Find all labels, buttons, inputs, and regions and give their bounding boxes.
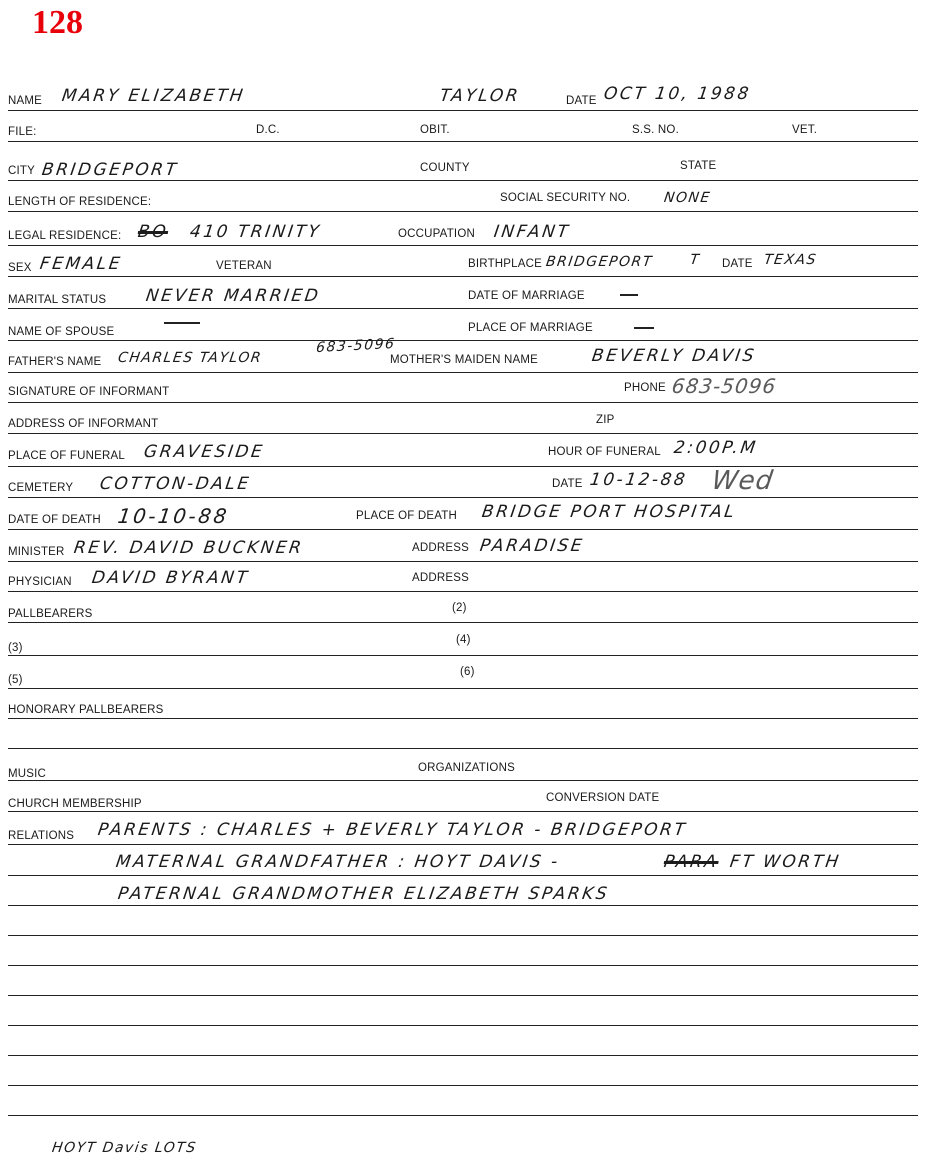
- pallbearer-2-label: (2): [452, 602, 467, 614]
- legal-residence-struck: BO: [136, 222, 170, 242]
- rule-physician: [8, 591, 918, 592]
- relations-line-1: PARENTS : CHARLES + BEVERLY TAYLOR - BRIDGEPORT: [96, 820, 689, 840]
- name-of-spouse-label: NAME OF SPOUSE: [8, 326, 115, 338]
- name-first-entry: MARY ELIZABETH: [60, 86, 247, 106]
- date-of-death-entry: 10-10-88: [116, 504, 231, 528]
- signature-of-informant-label: SIGNATURE OF INFORMANT: [8, 386, 170, 398]
- place-of-death-label: PLACE OF DEATH: [356, 510, 457, 522]
- rule-length: [8, 211, 918, 212]
- birthplace-entry: BRIDGEPORT: [544, 254, 654, 270]
- legal-residence-label: LEGAL RESIDENCE:: [8, 230, 122, 242]
- pallbearer-4-label: (4): [456, 634, 471, 646]
- county-label: COUNTY: [420, 162, 470, 174]
- phone-label: PHONE: [624, 382, 666, 394]
- address-of-informant-label: ADDRESS OF INFORMANT: [8, 418, 159, 430]
- fathers-name-entry: CHARLES TAYLOR: [116, 350, 264, 366]
- social-security-entry: NONE: [662, 190, 712, 206]
- sex-entry: FEMALE: [38, 254, 124, 274]
- relations-line-3: PATERNAL GRANDMOTHER ELIZABETH SPARKS: [116, 884, 611, 904]
- funeral-date-label: DATE: [552, 478, 583, 490]
- organizations-label: ORGANIZATIONS: [418, 762, 515, 774]
- pallbearer-5-label: (5): [8, 674, 23, 686]
- social-security-label: SOCIAL SECURITY NO.: [500, 192, 631, 204]
- rule-pallbearers-3: [8, 688, 918, 689]
- rule-city: [8, 180, 918, 181]
- physician-label: PHYSICIAN: [8, 576, 72, 588]
- rule-signature: [8, 402, 918, 403]
- place-of-funeral-entry: GRAVESIDE: [142, 442, 266, 462]
- city-label: CITY: [8, 165, 35, 177]
- cemetery-entry: COTTON-DALE: [98, 474, 253, 494]
- legal-residence-entry: 410 TRINITY: [188, 222, 323, 242]
- pallbearer-3-label: (3): [8, 642, 23, 654]
- state-label: STATE: [680, 160, 717, 172]
- minister-entry: REV. DAVID BUCKNER: [72, 538, 305, 558]
- pallbearers-label: PALLBEARERS: [8, 608, 93, 620]
- rule-spouse: [8, 340, 918, 341]
- date-of-marriage-dash: [620, 294, 638, 296]
- rule-blank-4: [8, 1025, 918, 1026]
- dc-label: D.C.: [256, 124, 280, 136]
- rule-name: [8, 110, 918, 111]
- name-label: NAME: [8, 95, 43, 107]
- file-label: FILE:: [8, 126, 37, 138]
- rule-death: [8, 529, 918, 530]
- rule-relations-2: [8, 875, 918, 876]
- birthplace-mark: T: [688, 252, 702, 268]
- rule-pallbearers: [8, 622, 918, 623]
- birthplace-label: BIRTHPLACE: [468, 258, 543, 270]
- mothers-maiden-name-entry: BEVERLY DAVIS: [590, 346, 758, 366]
- rule-funeral: [8, 466, 918, 467]
- relations-line-2-struck: PARA: [662, 852, 720, 872]
- length-of-residence-label: LENGTH OF RESIDENCE:: [8, 196, 152, 208]
- relations-line-2-tail: FT WORTH: [728, 852, 843, 872]
- name-of-spouse-dash: [164, 322, 200, 324]
- obit-label: OBIT.: [420, 124, 450, 136]
- rule-cemetery: [8, 497, 918, 498]
- rule-legal: [8, 245, 918, 246]
- occupation-entry: INFANT: [492, 222, 572, 242]
- rule-address-informant: [8, 433, 918, 434]
- rule-music: [8, 780, 918, 781]
- physician-entry: DAVID BYRANT: [90, 568, 251, 588]
- rule-church: [8, 811, 918, 812]
- birth-date-label: DATE: [722, 258, 753, 270]
- place-of-death-entry: BRIDGE PORT HOSPITAL: [480, 502, 738, 522]
- place-of-funeral-label: PLACE OF FUNERAL: [8, 450, 125, 462]
- rule-blank-6: [8, 1085, 918, 1086]
- rule-blank-3: [8, 995, 918, 996]
- rule-pallbearers-2: [8, 655, 918, 656]
- marital-status-label: MARITAL STATUS: [8, 294, 107, 306]
- date-of-death-label: DATE OF DEATH: [8, 514, 101, 526]
- date-entry: OCT 10, 1988: [602, 84, 753, 104]
- birth-state-entry: TEXAS: [762, 252, 819, 268]
- vet-label: VET.: [792, 124, 818, 136]
- city-entry: BRIDGEPORT: [40, 160, 180, 180]
- rule-honorary-2: [8, 748, 918, 749]
- zip-label: ZIP: [596, 414, 615, 426]
- fathers-name-label: FATHER'S NAME: [8, 356, 102, 368]
- conversion-date-label: CONVERSION DATE: [546, 792, 660, 804]
- rule-relations-3: [8, 905, 918, 906]
- hour-of-funeral-label: HOUR OF FUNERAL: [548, 446, 661, 458]
- relations-line-2: MATERNAL GRANDFATHER : HOYT DAVIS -: [114, 852, 562, 872]
- rule-file: [8, 141, 918, 142]
- cemetery-label: CEMETERY: [8, 482, 74, 494]
- marital-status-entry: NEVER MARRIED: [144, 286, 322, 306]
- rule-blank-5: [8, 1055, 918, 1056]
- church-membership-label: CHURCH MEMBERSHIP: [8, 798, 142, 810]
- page-number: 128: [32, 4, 83, 41]
- rule-minister: [8, 561, 918, 562]
- date-label: DATE: [566, 95, 597, 107]
- hour-of-funeral-entry: 2:00P.M: [672, 438, 760, 458]
- minister-label: MINISTER: [8, 546, 65, 558]
- rule-relations-1: [8, 844, 918, 845]
- funeral-day-entry: Wed: [709, 466, 776, 496]
- place-of-marriage-dash: [634, 327, 654, 329]
- rule-honorary: [8, 718, 918, 719]
- sex-label: SEX: [8, 262, 32, 274]
- date-of-marriage-label: DATE OF MARRIAGE: [468, 290, 585, 302]
- relations-label: RELATIONS: [8, 830, 75, 842]
- mothers-maiden-name-label: MOTHER'S MAIDEN NAME: [390, 354, 539, 366]
- honorary-pallbearers-label: HONORARY PALLBEARERS: [8, 704, 164, 716]
- rule-marital: [8, 308, 918, 309]
- rule-blank-2: [8, 965, 918, 966]
- minister-address-entry: PARADISE: [478, 536, 586, 556]
- music-label: MUSIC: [8, 768, 47, 780]
- place-of-marriage-label: PLACE OF MARRIAGE: [468, 322, 593, 334]
- footer-note: HOYT Davis LOTS: [50, 1140, 198, 1156]
- rule-blank-7: [8, 1115, 918, 1116]
- rule-father: [8, 372, 918, 373]
- minister-address-label: ADDRESS: [412, 542, 469, 554]
- fathers-phone-entry: 683-5096: [315, 335, 397, 357]
- phone-entry: 683-5096: [670, 374, 778, 398]
- physician-address-label: ADDRESS: [412, 572, 469, 584]
- veteran-label: VETERAN: [216, 260, 272, 272]
- ssno-label: S.S. NO.: [632, 124, 679, 136]
- rule-sex: [8, 276, 918, 277]
- pallbearer-6-label: (6): [460, 666, 475, 678]
- rule-blank-1: [8, 935, 918, 936]
- occupation-label: OCCUPATION: [398, 228, 475, 240]
- funeral-date-entry: 10-12-88: [588, 470, 689, 490]
- name-last-entry: TAYLOR: [438, 86, 522, 106]
